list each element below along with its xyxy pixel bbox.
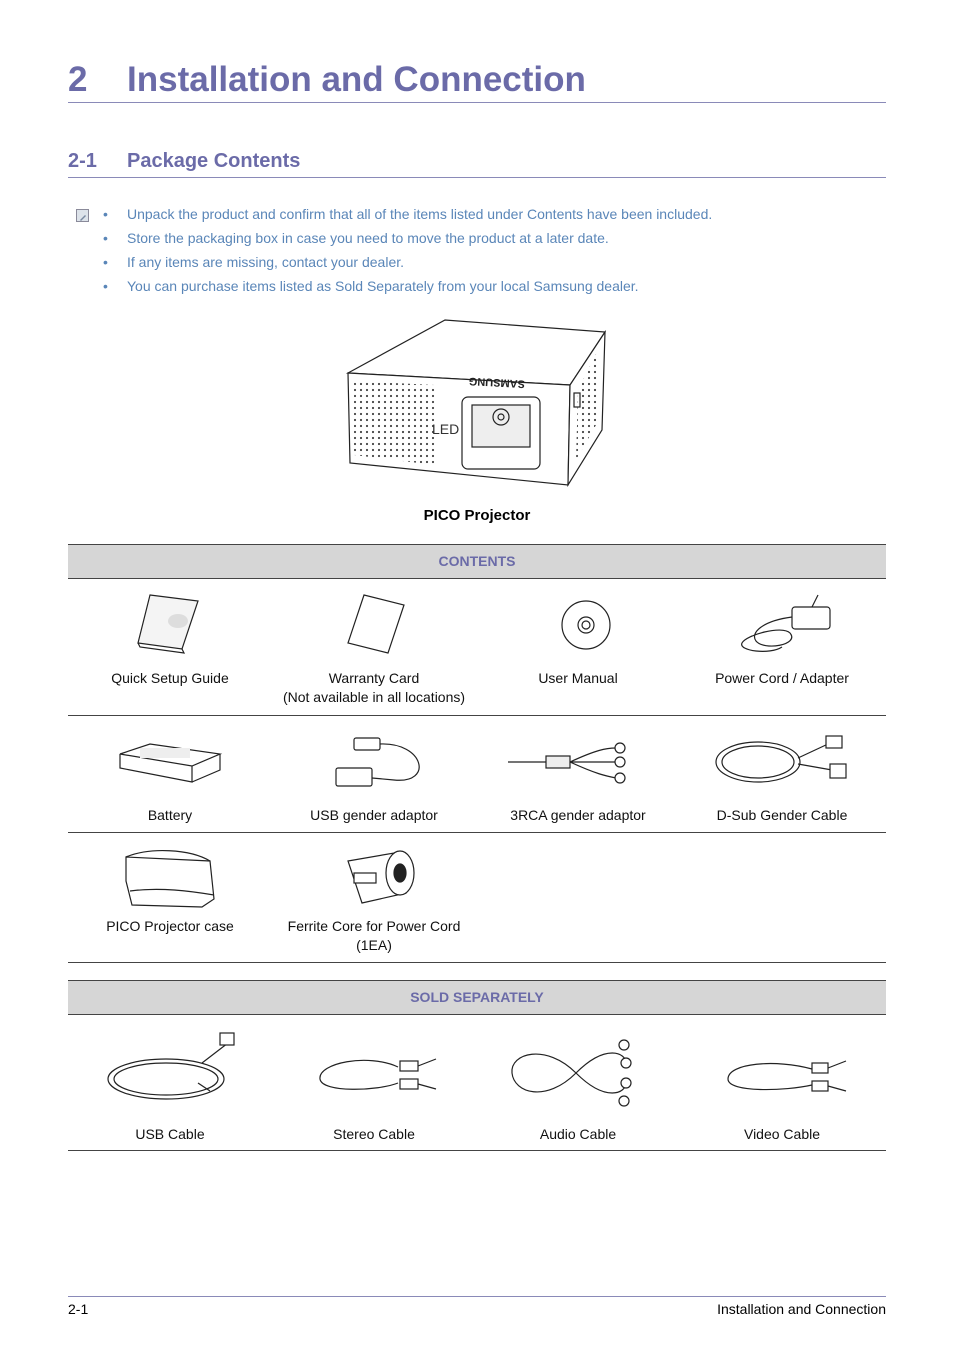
list-item	[680, 1015, 884, 1150]
contents-row	[68, 833, 886, 963]
case-icon	[110, 841, 230, 921]
list-item	[272, 1015, 476, 1150]
list-item	[272, 833, 476, 962]
item-label: Battery	[147, 807, 193, 823]
list-item	[680, 716, 884, 832]
chapter-number: 2	[68, 60, 88, 99]
list-item	[272, 579, 476, 715]
note-text: If any items are missing, contact your dealer.	[127, 254, 405, 270]
footer-chapter-title: Installation and Connection	[717, 1301, 886, 1317]
contents-header: CONTENTS	[68, 544, 886, 579]
section-title: Package Contents	[127, 150, 301, 172]
item-label: Ferrite Core for Power Cord	[287, 918, 461, 934]
note-icon	[76, 209, 89, 222]
video-cable-icon	[716, 1023, 856, 1113]
card-icon	[314, 587, 434, 667]
list-item	[68, 716, 272, 832]
ferrite-core-icon	[314, 841, 434, 921]
item-label: Video Cable	[743, 1126, 821, 1142]
rca-adaptor-icon	[506, 724, 646, 804]
cd-icon	[518, 587, 638, 667]
chapter-title: Installation and Connection	[127, 60, 586, 99]
item-label: Audio Cable	[539, 1126, 617, 1142]
usb-cable-icon	[102, 1023, 242, 1113]
projector-illustration	[340, 315, 610, 490]
section-heading	[68, 150, 886, 178]
booklet-icon	[110, 587, 230, 667]
list-item	[68, 1015, 272, 1150]
list-item	[476, 579, 680, 715]
audio-cable-icon	[506, 1023, 656, 1113]
hero-caption: PICO Projector	[423, 507, 531, 524]
bullet: •	[103, 278, 108, 294]
section-number: 2-1	[68, 150, 97, 172]
note-text: Unpack the product and confirm that all of the items listed under Contents have been included.	[127, 206, 713, 222]
sold-separately-header: SOLD SEPARATELY	[68, 980, 886, 1015]
list-item	[68, 579, 272, 715]
list-item	[476, 1015, 680, 1150]
list-item	[680, 579, 884, 715]
item-label-note: (Not available in all locations)	[282, 689, 466, 705]
item-label: USB gender adaptor	[310, 807, 438, 823]
page-number: 2-1	[68, 1301, 89, 1317]
led-mark: LED	[432, 421, 460, 437]
bullet: •	[103, 206, 108, 222]
note-text: Store the packaging box in case you need to move the product at a later date.	[127, 230, 609, 246]
item-label: User Manual	[538, 670, 618, 686]
contents-row	[68, 579, 886, 716]
sold-separately-row	[68, 1015, 886, 1151]
list-item	[68, 833, 272, 962]
bullet: •	[103, 254, 108, 270]
footer-divider	[68, 1296, 886, 1297]
usb-adaptor-icon	[314, 724, 434, 804]
item-label-note: (1EA)	[356, 937, 392, 953]
item-label: Power Cord / Adapter	[715, 670, 849, 686]
samsung-logo: SAMSUNG	[468, 374, 526, 390]
dsub-cable-icon	[708, 724, 858, 804]
chapter-heading	[68, 58, 886, 103]
item-label: Warranty Card	[328, 670, 420, 686]
item-label: Stereo Cable	[333, 1126, 415, 1142]
item-label: PICO Projector case	[106, 918, 234, 934]
power-adapter-icon	[722, 587, 842, 667]
item-label: Quick Setup Guide	[111, 670, 229, 686]
item-label: 3RCA gender adaptor	[510, 807, 646, 823]
stereo-cable-icon	[308, 1023, 448, 1113]
list-item	[476, 716, 680, 832]
bullet: •	[103, 230, 108, 246]
contents-row	[68, 716, 886, 833]
note-text: You can purchase items listed as Sold Separately from your local Samsung dealer.	[127, 278, 639, 294]
battery-icon	[110, 724, 230, 804]
item-label: D-Sub Gender Cable	[716, 807, 848, 823]
item-label: USB Cable	[135, 1126, 205, 1142]
list-item	[272, 716, 476, 832]
